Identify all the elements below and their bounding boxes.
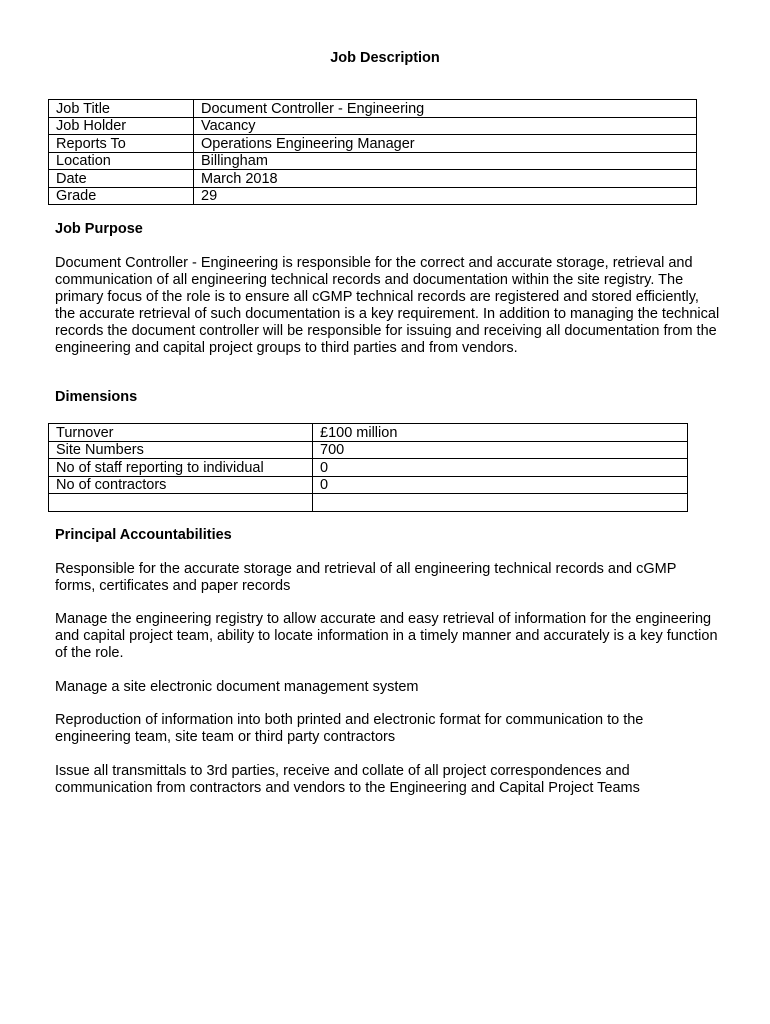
table-row <box>49 135 697 153</box>
info-label-job-holder: Job Holder <box>49 117 194 135</box>
dimension-value: £100 million <box>313 424 688 442</box>
dimensions-table <box>48 423 688 512</box>
accountability-item: Responsible for the accurate storage and retrieval of all engineering technical records and cGMP forms, certificates and paper records <box>55 561 677 594</box>
info-label-date: Date <box>49 170 194 188</box>
table-row <box>49 187 697 205</box>
job-purpose-text: Document Controller - Engineering is responsible for the correct and accurate storage, retrieval and communication of all engineering technical records and documentation within the site registry. The primary focus of the role is to ensure all cGMP technical records are registered and stored efficiently, the accurate retrieval of such documentation is a key requirement. In addition to managing the technical records the document controller will be responsible for issuing and receiving all documentation from the engineering and capital project groups to third parties and from vendors. <box>55 255 720 356</box>
dimension-value: 0 <box>313 459 688 477</box>
accountability-item: Manage the engineering registry to allow accurate and easy retrieval of information for the engineering and capital project team, ability to locate information in a timely manner and accurately is a key function of the role. <box>55 611 718 661</box>
dimension-value <box>313 494 688 512</box>
dimensions-heading: Dimensions <box>55 389 138 405</box>
info-label-job-title: Job Title <box>49 100 194 118</box>
job-purpose-heading: Job Purpose <box>55 221 143 237</box>
accountability-item: Reproduction of information into both printed and electronic format for communication to the engineering team, site team or third party contractors <box>55 712 644 745</box>
info-value-date: March 2018 <box>194 170 697 188</box>
dimension-label: Site Numbers <box>49 441 313 459</box>
job-info-table <box>48 99 697 205</box>
dimension-value: 700 <box>313 441 688 459</box>
table-row <box>49 459 688 477</box>
info-label-reports-to: Reports To <box>49 135 194 153</box>
info-label-grade: Grade <box>49 187 194 205</box>
table-row <box>49 152 697 170</box>
info-value-job-holder: Vacancy <box>194 117 697 135</box>
dimension-label <box>49 494 313 512</box>
table-row <box>49 441 688 459</box>
dimension-value: 0 <box>313 476 688 494</box>
dimension-label: Turnover <box>49 424 313 442</box>
table-row <box>49 170 697 188</box>
info-value-location: Billingham <box>194 152 697 170</box>
info-value-job-title: Document Controller - Engineering <box>194 100 697 118</box>
table-row <box>49 494 688 512</box>
table-row <box>49 424 688 442</box>
table-row <box>49 100 697 118</box>
accountability-item: Issue all transmittals to 3rd parties, receive and collate of all project correspondences and communication from contractors and vendors to the Engineering and Capital Project Teams <box>55 763 640 796</box>
table-row <box>49 117 697 135</box>
accountabilities-heading: Principal Accountabilities <box>55 527 232 543</box>
dimension-label: No of contractors <box>49 476 313 494</box>
accountability-item: Manage a site electronic document management system <box>55 679 419 695</box>
info-value-grade: 29 <box>194 187 697 205</box>
dimension-label: No of staff reporting to individual <box>49 459 313 477</box>
info-value-reports-to: Operations Engineering Manager <box>194 135 697 153</box>
info-label-location: Location <box>49 152 194 170</box>
table-row <box>49 476 688 494</box>
document-title: Job Description <box>330 50 440 66</box>
